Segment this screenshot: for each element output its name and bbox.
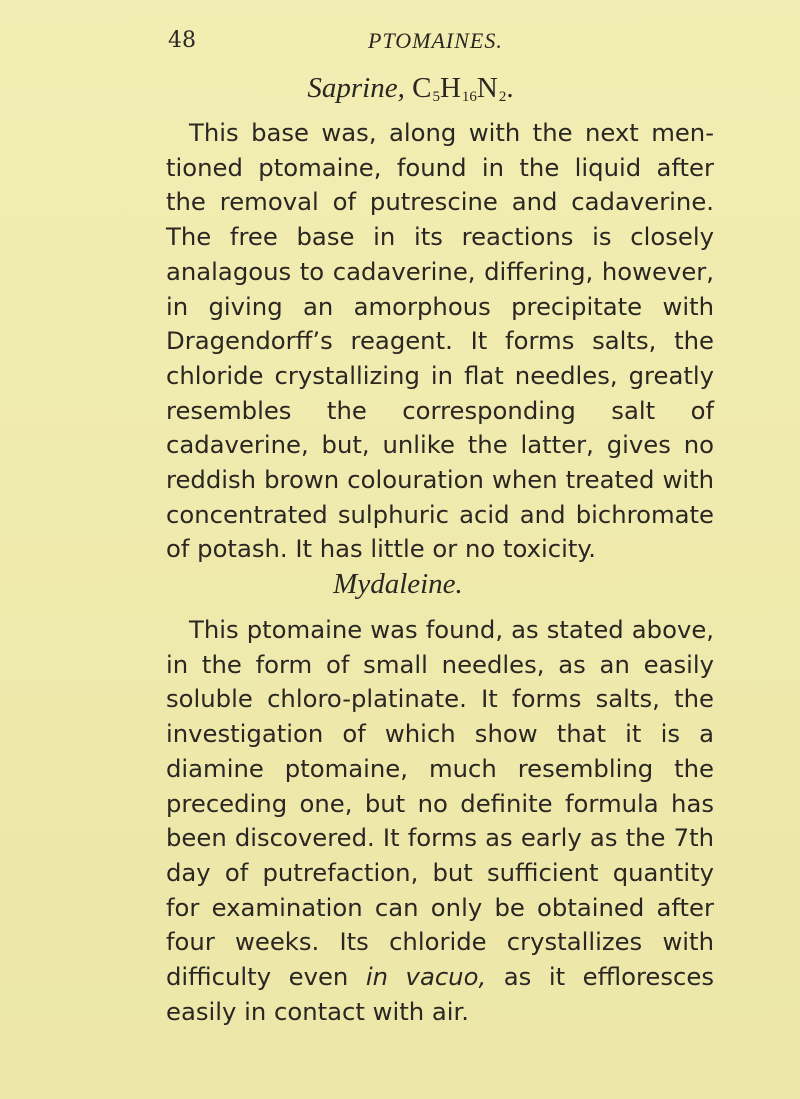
page-number: 48	[168, 28, 196, 53]
chemical-formula: $C_5H_{16}N_2$.	[412, 72, 515, 105]
section-heading-saprine	[0, 72, 800, 106]
latin-phrase: in vacuo,	[365, 962, 487, 992]
section-heading-mydaleine	[0, 568, 800, 601]
running-head	[168, 28, 568, 58]
section-name: Mydaleine.	[333, 568, 463, 600]
body-paragraph: This base was, along with the next mentioned ptomaine, found in the liquid after the removal of putrescine and cadaverine. The free base in its reactions is closely analagous to cadaverine, differing, however, in giving an amorphous precipitate with Dragendorff’s reagent. It forms salts, the chloride crystallizing in flat needles, greatly resembles the corresponding salt of cadaverine, but, unlike the latter, gives no reddish brown colouration when treated with concentrated sulphuric acid and bichromate of potash. It has little or no toxicity.	[166, 118, 714, 564]
paragraph-text: This ptomaine was found, as stated above, in the form of small needles, as an easily soluble chloro-platinate. It forms salts, the investigation of which show that it is a diamine ptomaine, much resembling the preceding one, but no definite formula has been discovered. It forms as early as the 7th day of putrefaction, but sufficient quantity for examination can only be obtained after four weeks. Its chloride crystallizes with difficulty even	[166, 615, 714, 992]
paragraph-text: as it effloresces easily in contact with air.	[166, 962, 714, 1026]
section-name: Saprine,	[307, 72, 405, 104]
running-title: PTOMAINES.	[368, 28, 503, 53]
body-paragraph	[166, 613, 714, 1029]
